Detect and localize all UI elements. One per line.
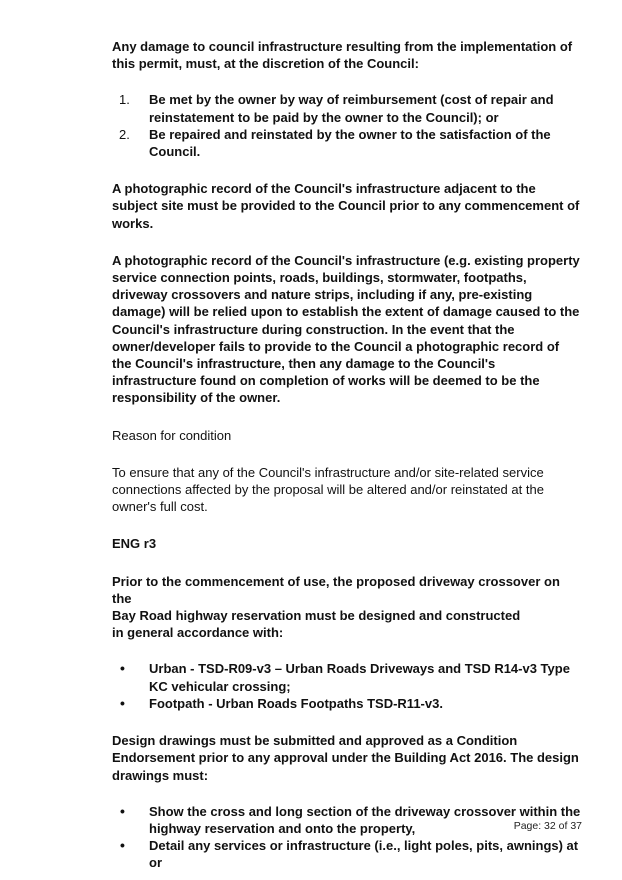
bullet-list-standards (112, 660, 582, 712)
section-heading: ENG r3 (112, 536, 157, 552)
bullet-icon: • (120, 802, 125, 819)
paragraph-driveway (112, 573, 582, 642)
paragraph-line: Prior to the commencement of use, the proposed driveway crossover on the (112, 573, 560, 606)
list-item (112, 695, 582, 712)
reason-text: To ensure that any of the Council's infrastructure and/or site-related service connections affected by the proposal will be altered and/or reinstated at the owner's full cost. (112, 464, 544, 515)
bullet-list-drawings (112, 803, 582, 872)
paragraph-line: Bay Road highway reservation must be designed and constructed (112, 608, 521, 624)
list-item-text: Urban - TSD-R09-v3 – Urban Roads Driveways and TSD R14-v3 Type KC vehicular crossing; (149, 661, 570, 694)
page-number: Page: 32 of 37 (513, 820, 582, 832)
list-item (112, 837, 582, 871)
bullet-icon: • (120, 837, 125, 854)
list-item (112, 126, 582, 160)
list-item-text: Be repaired and reinstated by the owner to the satisfaction of the Council. (149, 126, 551, 160)
paragraph-photo-record-detail: A photographic record of the Council's infrastructure (e.g. existing property service connection points, roads, buildings, stormwater, footpaths, driveway crossovers and nature strips, including if any, pre-existing damage) will be relied upon to establish the extent of damage caused to the Council's infrastructure during construction. In the event that the owner/developer fails to provide to the Council a photographic record of the Council's infrastructure, then any damage to the Council's infrastructure found on completion of works will be deemed to be the responsibility of the owner. (112, 252, 580, 406)
paragraph-line: in general accordance with: (112, 625, 284, 641)
paragraph-damage-intro: Any damage to council infrastructure resulting from the implementation of this permit, must, at the discretion of the Council: (112, 39, 573, 72)
list-item-text: Detail any services or infrastructure (i.e., light poles, pits, awnings) at or (149, 838, 579, 871)
list-item (112, 91, 582, 125)
list-item-text: Show the cross and long section of the driveway crossover within the highway reservation and onto the property, (149, 803, 581, 836)
list-marker: 1. (119, 92, 130, 108)
list-item (112, 660, 582, 694)
document-page (112, 38, 582, 872)
list-item-text: Be met by the owner by way of reimbursement (cost of repair and reinstatement to be paid by the owner to the Council); or (149, 92, 554, 125)
reason-heading: Reason for condition (112, 427, 232, 443)
bullet-icon: • (120, 694, 125, 711)
bullet-icon: • (120, 660, 125, 677)
paragraph-design-drawings: Design drawings must be submitted and approved as a Condition Endorsement prior to any approval under the Building Act 2016. The design drawings must: (112, 733, 579, 783)
list-marker: 2. (119, 126, 130, 142)
list-item-text: Footpath - Urban Roads Footpaths TSD-R11-v3. (149, 695, 443, 711)
numbered-list (112, 91, 582, 160)
paragraph-photo-record: A photographic record of the Council's infrastructure adjacent to the subject site must be provided to the Council prior to any commencement of works. (112, 181, 580, 231)
